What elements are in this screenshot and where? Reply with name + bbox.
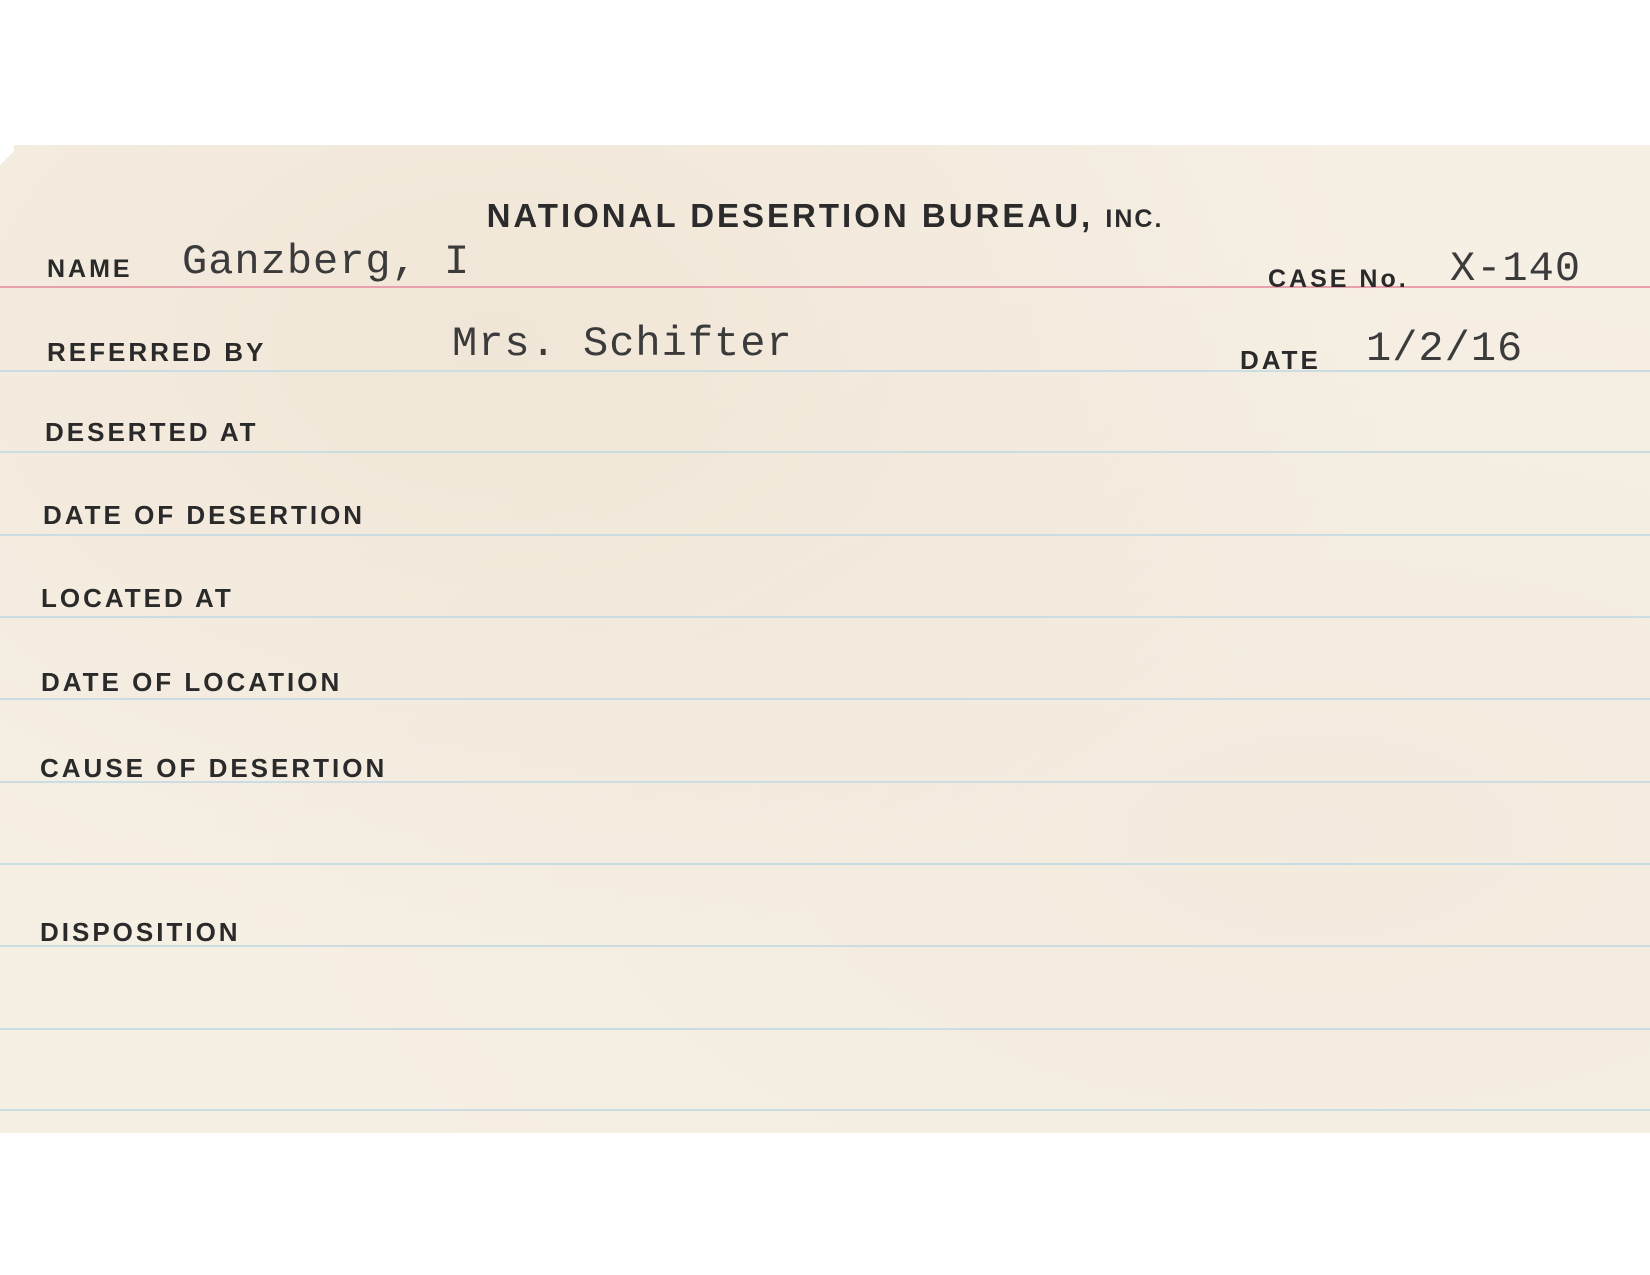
- date-of-desertion-label: DATE OF DESERTION: [43, 500, 366, 530]
- name-value: Ganzberg, I: [182, 238, 471, 286]
- card-corner: [0, 145, 14, 175]
- heading-suffix: INC.: [1105, 205, 1164, 233]
- ruled-line: [0, 863, 1650, 865]
- ruled-line: [0, 1028, 1650, 1030]
- ruled-line: [0, 945, 1650, 947]
- ruled-line: [0, 616, 1650, 618]
- ruled-line: [0, 698, 1650, 700]
- referred-by-value: Mrs. Schifter: [452, 320, 793, 368]
- cause-of-desertion-label: CAUSE OF DESERTION: [40, 753, 388, 783]
- case-number-value: X-140: [1450, 245, 1582, 293]
- case-number-label: CASE No.: [1268, 265, 1409, 293]
- card-heading: [0, 197, 1650, 235]
- date-label: DATE: [1240, 345, 1321, 375]
- disposition-label: DISPOSITION: [40, 917, 241, 947]
- index-card: [0, 145, 1650, 1133]
- heading-text: NATIONAL DESERTION BUREAU,: [486, 197, 1094, 234]
- ruled-line: [0, 534, 1650, 536]
- date-of-location-label: DATE OF LOCATION: [41, 667, 343, 697]
- ruled-line: [0, 451, 1650, 453]
- deserted-at-label: DESERTED AT: [45, 417, 259, 447]
- date-value: 1/2/16: [1366, 325, 1524, 373]
- located-at-label: LOCATED AT: [41, 583, 234, 613]
- name-label: NAME: [47, 255, 133, 283]
- ruled-line: [0, 1109, 1650, 1111]
- referred-by-label: REFERRED BY: [47, 337, 267, 367]
